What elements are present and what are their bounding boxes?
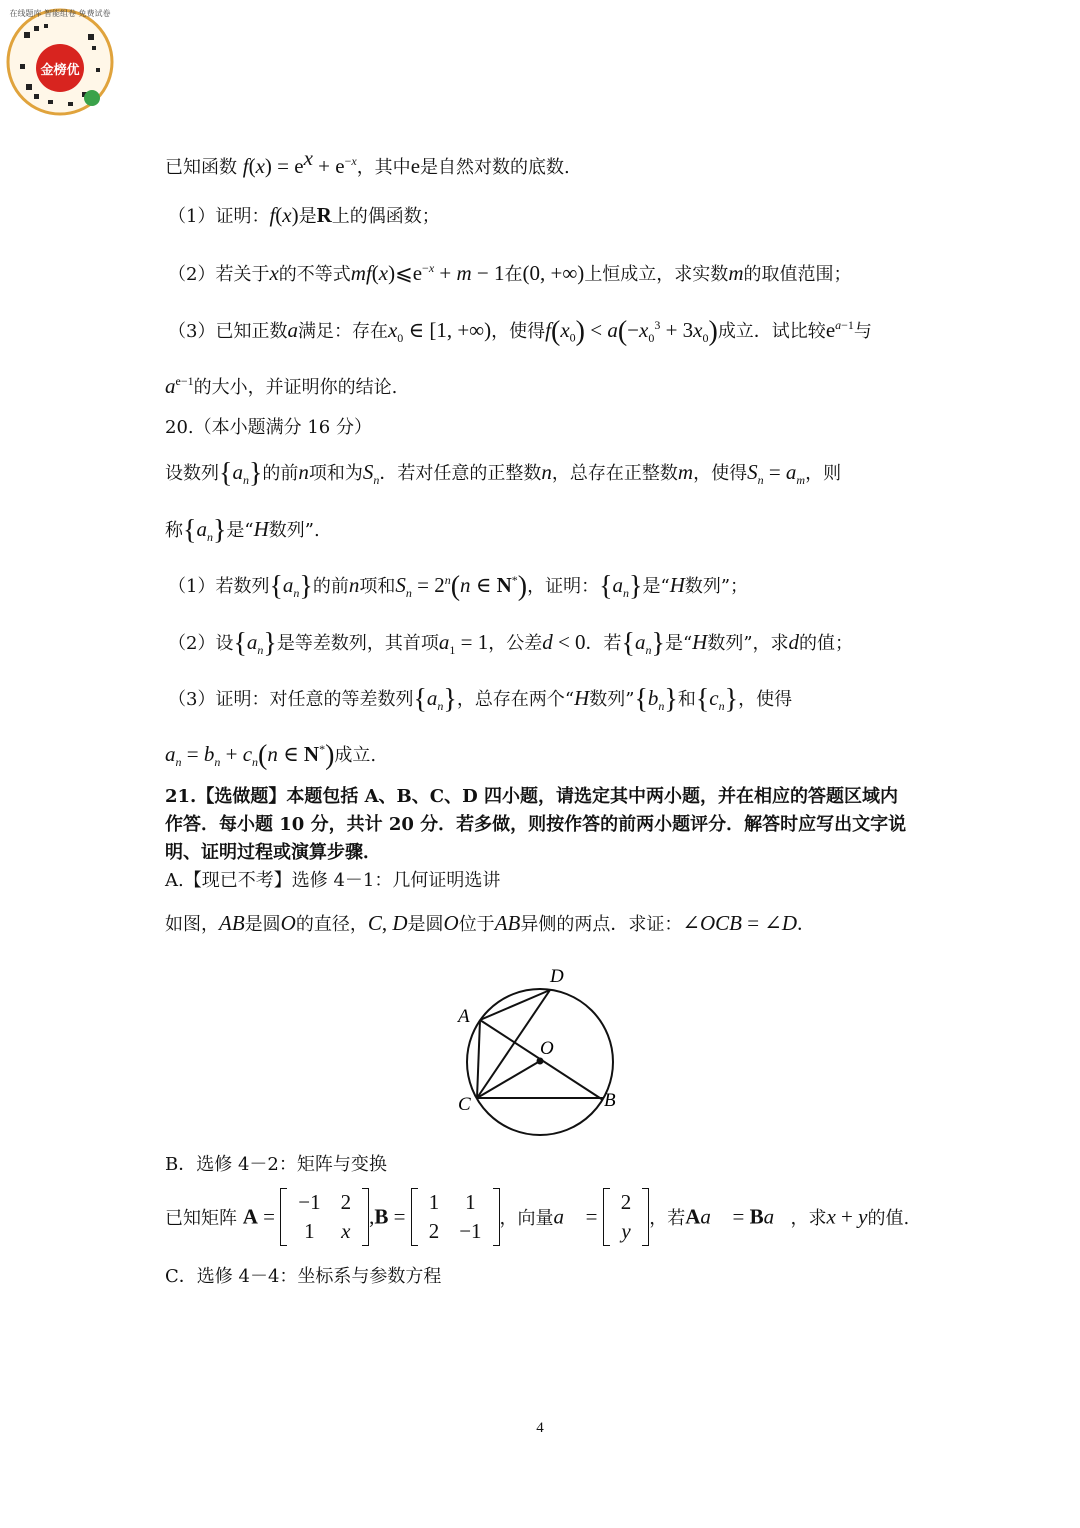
q21-a-stem: 如图，AB是圆O的直径，C, D是圆O位于AB异侧的两点．求证：∠OCB = ∠D.: [165, 911, 803, 935]
q19-stem: 已知函数 $f(x) = e^x + e^{-x}$，其中e是自然对数的底数.: [165, 146, 570, 178]
q21-intro-2: 作答．每小题 10 分，共计 20 分．若多做，则按作答的前两小题评分．解答时应写出文字说: [165, 814, 907, 835]
q19-part3: （3）已知正数a满足：存在$x_0$ ∈ [1, +∞)，使得$f(x_0) < a(-x_0^3 + 3x_0)$成立．试比较$e^{a-1}$与: [168, 316, 872, 347]
q21-b-stem: 已知矩阵 A = −1 2 1 x ,B = 1 1 2 −1 ，向量a⃗ = 2 y ，若Aa⃗ = Ba⃗，求x + y的值.: [165, 1188, 909, 1246]
q20-stem: 设数列$\{a_n\}$的前n项和为$S_n$．若对任意的正整数n，总存在正整数m，使得$S_n = a_m$，则: [165, 458, 842, 489]
logo-brand: 金榜优: [40, 63, 80, 78]
q21-intro-3: 明、证明过程或演算步骤．: [165, 842, 381, 863]
label-o: O: [540, 1038, 554, 1059]
label-d: D: [550, 966, 564, 987]
q21-c-title: C．选修 4－4：坐标系与参数方程: [165, 1266, 442, 1287]
q19-part2: （2）若关于x的不等式$mf(x)⩽e^{-x} + m - 1$在(0, +∞)上恒成立，求实数m的取值范围；: [168, 261, 852, 285]
segment-co: [477, 1061, 540, 1098]
segment-ac: [477, 1020, 480, 1098]
geometry-figure: [440, 960, 640, 1145]
q21-b-title: B．选修 4－2：矩阵与变换: [165, 1154, 387, 1175]
q20-header: 20.（本小题满分 16 分）: [165, 417, 372, 438]
page-number: 4: [536, 1420, 544, 1436]
logo-ring-text: 在线题库 智能组卷 免费试卷: [9, 9, 111, 18]
matrix-a: −1 2 1 x: [280, 1188, 369, 1246]
logo: [4, 2, 116, 122]
mini-program-icon: [84, 90, 100, 106]
label-a: A: [458, 1006, 470, 1027]
q21-a-title: A.【现已不考】选修 4－1：几何证明选讲: [165, 870, 501, 891]
q19-part3-cont: $a^{e-1}$的大小，并证明你的结论.: [165, 374, 398, 398]
q20-part3-cont: $a_n = b_n + c_n(n$ ∈ N*)成立.: [165, 740, 377, 771]
matrix-b: 1 1 2 −1: [411, 1188, 500, 1246]
q21-intro-1: 21.【选做题】本题包括 A、B、C、D 四小题，请选定其中两小题，并在相应的答题区域内: [165, 786, 898, 807]
q20-part2: （2）设$\{a_n\}$是等差数列，其首项$a_1 = 1$，公差d < 0．若$\{a_n\}$是“H数列”，求d的值；: [168, 628, 854, 659]
q20-part3: （3）证明：对任意的等差数列$\{a_n\}$，总存在两个“H数列$”\{b_n\}$和$\{c_n\}$，使得: [168, 684, 793, 715]
q19-part1: （1）证明：f(x)是R上的偶函数；: [168, 203, 440, 227]
vector-a: 2 y: [603, 1188, 650, 1246]
label-c: C: [458, 1094, 471, 1115]
q20-stem-cont: 称$\{a_n\}$是“H数列”.: [165, 515, 320, 546]
label-b: B: [604, 1090, 616, 1111]
q20-part1: （1）若数列$\{a_n\}$的前n项和$S_n = 2^n(n$ ∈ N*)，证明：$\{a_n\}$是“H数列”；: [168, 571, 749, 602]
